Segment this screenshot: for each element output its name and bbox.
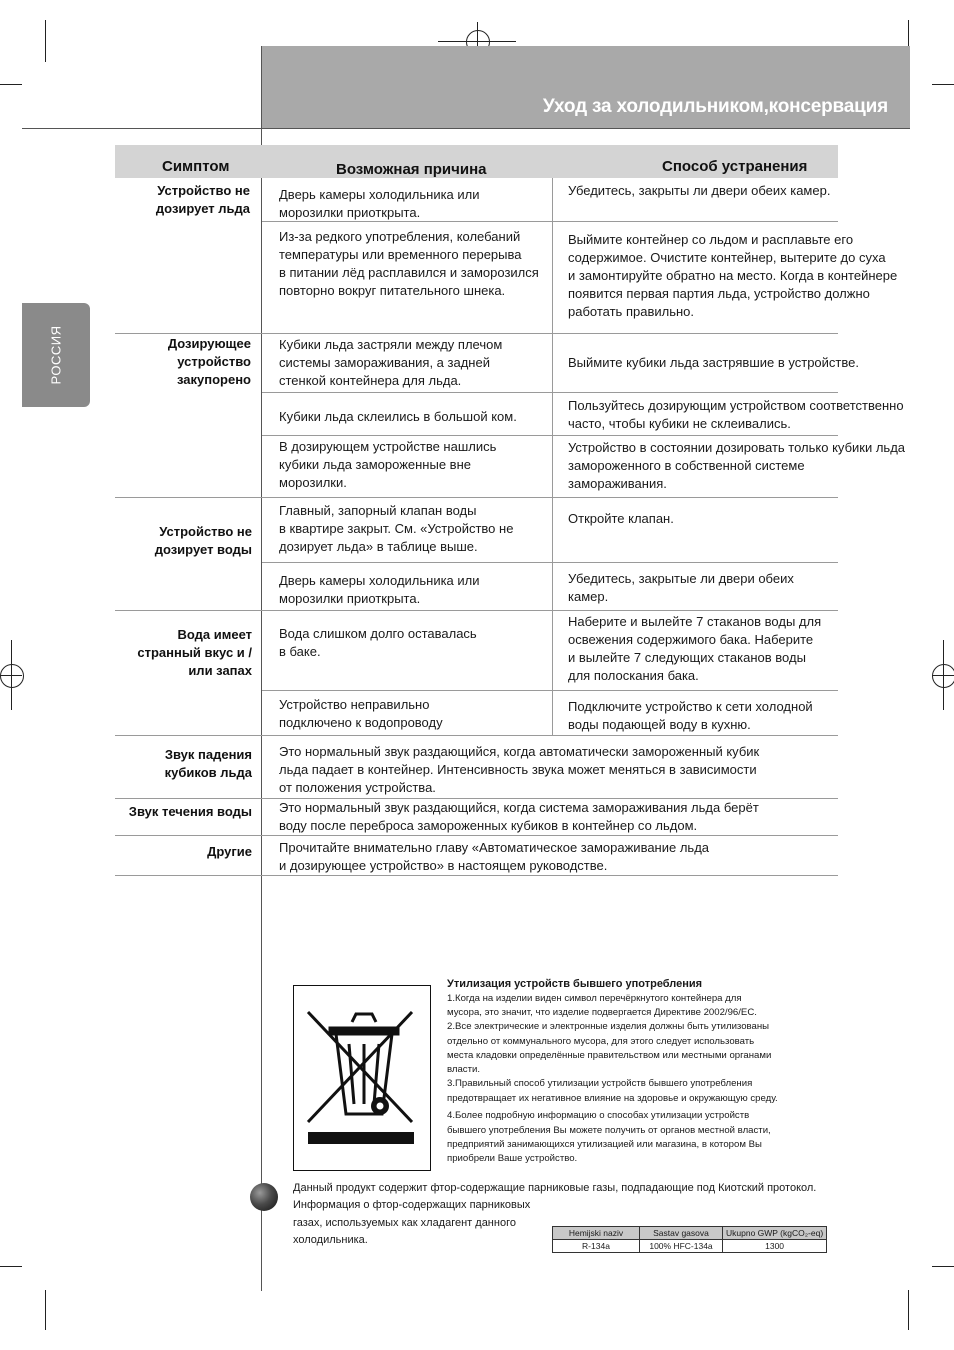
table-header-cell: Hemijski naziv <box>553 1227 640 1240</box>
gas-notice-line: Данный продукт содержит фтор-содержащие парниковые газы, подпадающие под Киотский протокол. <box>293 1182 817 1194</box>
registration-mark <box>11 640 12 710</box>
symptom-cell: Устройство не дозирует льда <box>155 183 250 216</box>
registration-mark <box>943 640 944 710</box>
header-rule <box>22 128 910 129</box>
header-symptom: Симптом <box>162 158 230 175</box>
remedy-cell: Пользуйтесь дозирующим устройством соответственно часто, чтобы кубики не склеивались. <box>568 398 904 431</box>
row-divider <box>262 392 838 393</box>
symptom-cell: Звук падения кубиков льда <box>164 747 252 780</box>
crop-mark <box>932 84 954 85</box>
row-divider <box>115 610 838 611</box>
page-title: Уход за холодильником,консервация <box>542 96 888 117</box>
cause-cell: В дозирующем устройстве нашлись кубики льда замороженные вне морозилки. <box>279 439 497 490</box>
header-remedy: Способ устранения <box>662 158 808 175</box>
crop-mark <box>908 20 909 46</box>
row-divider <box>115 497 838 498</box>
disposal-text-line: предприятий занимающихся утилизацией или магазина, в котором Вы <box>447 1139 762 1150</box>
crop-mark <box>0 84 22 85</box>
row-divider <box>115 333 838 334</box>
disposal-text-line: мусора, это значит, что изделие подвергается Директиве 2002/96/EC. <box>447 1007 757 1018</box>
crop-mark <box>45 1290 46 1330</box>
symptom-cell: Дозирующее устройство закупорено <box>167 336 251 387</box>
table-header-cell: Ukupno GWP (kgCO₂-eq) <box>723 1227 827 1240</box>
disposal-text-line: предотвращает их негативное влияние на здоровье и окружающую среду. <box>447 1093 778 1104</box>
cause-cell: Из-за редкого употребления, колебаний температуры или временного перерыва в питании лёд расплавился и заморозился повторно вокруг питательного шнека. <box>279 229 539 298</box>
disposal-text-line: 3.Правильный способ утилизации устройств бывшего употребления <box>447 1078 753 1089</box>
refrigerant-table <box>552 1226 827 1253</box>
cause-cell: Дверь камеры холодильника или морозилки приоткрыта. <box>279 573 480 606</box>
cause-cell: Главный, запорный клапан воды в квартире закрыт. См. «Устройство не дозирует льда» в таблице выше. <box>279 503 514 554</box>
language-tab <box>22 303 90 407</box>
gas-notice-line: газах, используемых как хладагент данного <box>293 1217 516 1229</box>
row-divider <box>262 562 838 563</box>
header-band <box>262 46 910 128</box>
table-row <box>553 1240 827 1253</box>
disposal-text-line: бывшего употребления Вы можете получить от органов местной власти, <box>447 1125 771 1136</box>
remedy-cell: Подключите устройство к сети холодной воды подающей воду в кухню. <box>568 699 813 732</box>
row-divider <box>115 835 838 836</box>
row-divider <box>115 735 838 736</box>
registration-mark <box>0 664 24 688</box>
page-spine-rule <box>261 46 262 1291</box>
gas-notice-line: холодильника. <box>293 1234 368 1246</box>
table-cell: R-134a <box>553 1240 640 1253</box>
remedy-cell: Наберите и вылейте 7 стаканов воды для освежения содержимого бака. Наберите и вылейте 7 следующих стаканов воды для полоскания бака. <box>568 614 822 683</box>
registration-mark <box>477 22 478 46</box>
cause-cell: Кубики льда склеились в большой ком. <box>279 409 517 424</box>
explanation-cell: Это нормальный звук раздающийся, когда система замораживания льда берёт воду после переброса замороженных кубиков в контейнер со льдом. <box>279 800 759 833</box>
disposal-text-line: места кладовки определённые правительством или местными органами <box>447 1050 772 1061</box>
remedy-cell: Убедитесь, закрыты ли двери обеих камер. <box>568 183 831 198</box>
weee-symbol <box>293 985 431 1171</box>
symptom-cell: Другие <box>207 844 252 859</box>
crop-mark <box>0 1266 22 1267</box>
cause-cell: Устройство неправильно подключено к водопроводу <box>279 697 443 730</box>
row-divider <box>262 690 838 691</box>
remedy-cell: Выймите кубики льда застрявшие в устройстве. <box>568 355 859 370</box>
disposal-title: Утилизация устройств бывшего употребления <box>447 978 703 990</box>
disposal-text-line: 2.Все электрические и электронные изделия должны быть утилизованы <box>447 1021 770 1032</box>
disposal-text-line: власти. <box>447 1064 481 1075</box>
cause-cell: Дверь камеры холодильника или морозилки приоткрыта. <box>279 187 480 220</box>
symptom-cell: Звук течения воды <box>128 804 252 819</box>
cause-cell: Вода слишком долго оставалась в баке. <box>279 626 477 659</box>
crop-mark <box>45 20 46 62</box>
header-cause: Возможная причина <box>336 161 487 178</box>
remedy-cell: Убедитесь, закрытые ли двери обеих камер. <box>568 571 794 604</box>
table-row <box>553 1227 827 1240</box>
symptom-cell: Устройство не дозирует воды <box>154 524 252 557</box>
symptom-cell: Вода имеет странный вкус и / или запах <box>137 627 252 678</box>
crop-mark <box>932 1266 954 1267</box>
crop-mark <box>908 1290 909 1330</box>
disposal-text-line: 1.Когда на изделии виден символ перечёркнутого контейнера для <box>447 993 742 1004</box>
disposal-text-line: 4.Более подробную информацию о способах утилизации устройств <box>447 1110 750 1121</box>
remedy-cell: Выймите контейнер со льдом и расплавьте его содержимое. Очистите контейнер, вытерите до суха и замонтируйте обратно на место. Когда в контейнере появится первая партия льда, устройство должно работать правильно. <box>568 232 898 319</box>
row-divider <box>115 875 838 876</box>
table-cell: 1300 <box>723 1240 827 1253</box>
language-tab-label: РОССИЯ <box>48 325 64 385</box>
cause-cell: Кубики льда застряли между плечом системы замораживания, а задней стенкой контейнера для льда. <box>279 337 503 388</box>
remedy-cell: Откройте клапан. <box>568 511 674 526</box>
explanation-cell: Это нормальный звук раздающийся, когда автоматически замороженный кубик льда падает в контейнер. Интенсивность звука может меняться в зависимости от положения устройства. <box>279 744 760 795</box>
crossed-out-wheelie-bin-icon <box>294 986 430 1170</box>
disposal-text-line: отдельно от коммунального мусора, для этого следует использовать <box>447 1036 755 1047</box>
column-divider <box>552 178 553 735</box>
explanation-cell: Прочитайте внимательно главу «Автоматическое замораживание льда и дозирующее устройство» в настоящем руководстве. <box>279 840 710 873</box>
round-bullet-icon <box>250 1183 278 1211</box>
row-divider <box>262 435 838 436</box>
table-cell: 100% HFC-134a <box>640 1240 723 1253</box>
table-header-cell: Sastav gasova <box>640 1227 723 1240</box>
gas-notice-line: Информация о фтор-содержащих парниковых <box>293 1199 531 1211</box>
remedy-cell: Устройство в состоянии дозировать только кубики льда замороженного в собственной системе замораживания. <box>568 440 906 491</box>
disposal-text-line: приобрели Ваше устройство. <box>447 1153 578 1164</box>
